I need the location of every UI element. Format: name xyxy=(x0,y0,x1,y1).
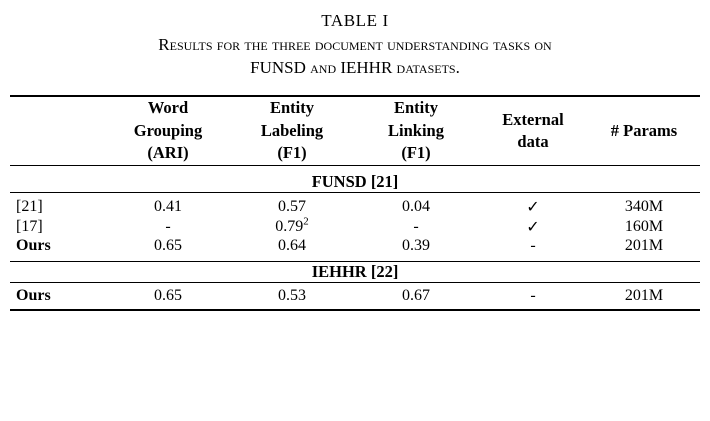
row-label: Ours xyxy=(16,236,51,254)
section-title-funsd xyxy=(10,172,700,193)
header-entity-linking xyxy=(354,97,478,165)
header-word-grouping-l1: Word xyxy=(147,98,189,118)
header-word-grouping xyxy=(106,97,230,165)
cell-word-grouping: 0.65 xyxy=(154,286,182,304)
header-external-data xyxy=(478,97,588,165)
table-number: TABLE I xyxy=(321,11,389,30)
cell-entity-labeling: 0.57 xyxy=(278,197,306,215)
row-label: Ours xyxy=(16,286,51,304)
cell-external-data: - xyxy=(530,286,536,304)
table-row xyxy=(10,287,700,305)
cell-entity-labeling-value: 0.79 xyxy=(275,217,304,235)
header-word-grouping-l2: Grouping xyxy=(133,120,203,140)
header-params xyxy=(588,97,700,165)
header-entity-labeling-l2: Labeling xyxy=(260,120,324,140)
table-title-line-1: Results for the three document understanding tasks on xyxy=(158,35,552,55)
cell-entity-linking: 0.04 xyxy=(402,197,430,215)
section-title-iehhr-text: IEHHR [22] xyxy=(311,261,399,281)
header-entity-labeling xyxy=(230,97,354,165)
cell-word-grouping: 0.65 xyxy=(154,236,182,254)
header-rowlabel xyxy=(10,97,106,165)
cell-word-grouping: - xyxy=(165,217,171,235)
cell-params: 160M xyxy=(624,217,664,235)
footnote-marker: 2 xyxy=(303,215,309,228)
table-row xyxy=(10,197,700,217)
header-entity-labeling-l3: (F1) xyxy=(277,143,307,163)
table-row xyxy=(10,237,700,255)
header-params-l1: # Params xyxy=(610,120,678,140)
cell-entity-labeling: 0.64 xyxy=(278,236,306,254)
cell-external-data: ✓ xyxy=(526,218,540,236)
header-entity-linking-l2: Linking xyxy=(388,120,444,140)
cell-entity-linking: 0.67 xyxy=(402,286,430,304)
table-title-line-2: FUNSD and IEHHR datasets. xyxy=(250,57,460,77)
header-entity-linking-l1: Entity xyxy=(393,98,438,118)
section-title-iehhr xyxy=(10,262,700,283)
header-external-data-l2: data xyxy=(517,131,549,151)
table-caption xyxy=(6,10,704,79)
cell-entity-labeling: 0.53 xyxy=(278,286,306,304)
cell-entity-linking: 0.39 xyxy=(402,236,430,254)
header-entity-linking-l3: (F1) xyxy=(401,143,431,163)
table-row xyxy=(10,217,700,237)
cell-word-grouping: 0.41 xyxy=(154,197,182,215)
header-word-grouping-l3: (ARI) xyxy=(147,143,189,163)
row-label: [17] xyxy=(16,217,43,235)
results-table xyxy=(10,95,700,310)
row-label: [21] xyxy=(16,197,43,215)
cell-entity-linking: - xyxy=(413,217,419,235)
cell-external-data: - xyxy=(530,236,536,254)
cell-params: 201M xyxy=(624,286,664,304)
cell-params: 340M xyxy=(624,197,664,215)
cell-entity-labeling xyxy=(230,217,354,237)
cell-params: 201M xyxy=(624,236,664,254)
header-external-data-l1: External xyxy=(502,109,564,129)
header-entity-labeling-l1: Entity xyxy=(269,98,314,118)
cell-external-data: ✓ xyxy=(526,198,540,216)
table-header-row xyxy=(10,97,700,165)
table-bottom-rule xyxy=(10,310,700,311)
section-title-funsd-text: FUNSD [21] xyxy=(311,171,399,191)
